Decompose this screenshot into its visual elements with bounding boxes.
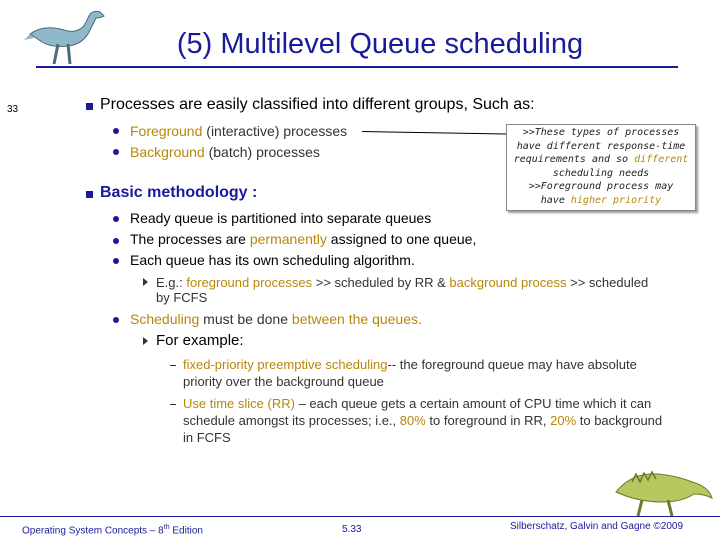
- sub-background: [130, 144, 320, 160]
- note-line: have different response-time: [516, 140, 686, 152]
- note-highlight: different: [634, 154, 689, 165]
- arrow-bullet: [143, 337, 148, 345]
- bullet-square: [86, 103, 93, 110]
- note-line: scheduling needs: [552, 167, 650, 179]
- scheduling-highlight: Scheduling: [130, 311, 200, 327]
- note-connector-line: [362, 131, 506, 135]
- bullet-dot: [113, 149, 119, 155]
- note-line: requirements and so different: [513, 154, 689, 165]
- arrow-bullet: [143, 278, 148, 286]
- pct80-highlight: 80%: [399, 413, 426, 428]
- method-own-algorithm: Each queue has its own scheduling algorithm.: [130, 252, 415, 268]
- callout-note: [506, 124, 696, 211]
- bullet-processes-classified: Processes are easily classified into different groups, Such as:: [100, 96, 535, 113]
- method-ready-queue: Ready queue is partitioned into separate queues: [130, 210, 432, 226]
- footer-page-number: 5.33: [342, 524, 362, 535]
- between-highlight: between the queues.: [291, 311, 422, 327]
- dinosaur-logo-bottom: [612, 452, 716, 518]
- note-line: have higher priority: [540, 194, 662, 206]
- permanently-highlight: permanently: [249, 231, 327, 247]
- time-slice-item: Use time slice (RR) – each queue gets a certain amount of CPU time which it can schedule amongst its processes; i.e., 80% to foreground in RR, 20% to background in FCFS: [183, 396, 663, 445]
- basic-methodology-heading: Basic methodology :: [100, 184, 258, 201]
- bullet-dot: [113, 128, 119, 134]
- method-permanently: The processes are permanently assigned to one queue,: [130, 231, 477, 247]
- bullet-dot: [113, 317, 119, 323]
- bullet-square: [86, 191, 93, 198]
- eg-background: background process: [449, 275, 567, 290]
- fixed-priority-item: fixed-priority preemptive scheduling-- the foreground queue may have absolute priority over the background queue: [183, 357, 637, 389]
- note-line: >>Foreground process may: [528, 181, 674, 192]
- footer-copyright: Silberschatz, Galvin and Gagne ©2009: [510, 521, 684, 532]
- foreground-highlight: Foreground: [130, 123, 203, 139]
- example-line: E.g.: foreground processes >> scheduled by RR & background process >> scheduled: [156, 275, 649, 290]
- sub-foreground: [130, 123, 347, 139]
- for-example-heading: For example:: [156, 332, 244, 349]
- title-rule: [36, 66, 678, 68]
- dash-bullet: [170, 365, 176, 366]
- note-line: >>These types of processes: [522, 127, 680, 138]
- pct20-highlight: 20%: [550, 413, 577, 428]
- footer-rule: [0, 516, 720, 517]
- bullet-dot: [113, 238, 119, 244]
- time-slice-highlight: Use time slice (RR): [183, 396, 295, 411]
- note-highlight: higher priority: [570, 194, 662, 206]
- footer-left: Operating System Concepts – 8th Edition: [22, 524, 203, 537]
- eg-foreground: foreground processes: [186, 275, 313, 290]
- bullet-dot: [113, 258, 119, 264]
- background-highlight: Background: [130, 144, 205, 160]
- bullet-dot: [113, 216, 119, 222]
- fixed-priority-highlight: fixed-priority preemptive scheduling: [183, 357, 388, 372]
- foreground-rest: (interactive) processes: [202, 123, 348, 139]
- example-line-cont: by FCFS: [156, 290, 208, 305]
- side-page-number: 33: [7, 104, 19, 115]
- background-rest: (batch) processes: [204, 144, 320, 160]
- page-title: (5) Multilevel Queue scheduling: [176, 28, 584, 60]
- dash-bullet: [170, 404, 176, 405]
- scheduling-between-queues: Scheduling must be done between the queues.: [130, 311, 422, 327]
